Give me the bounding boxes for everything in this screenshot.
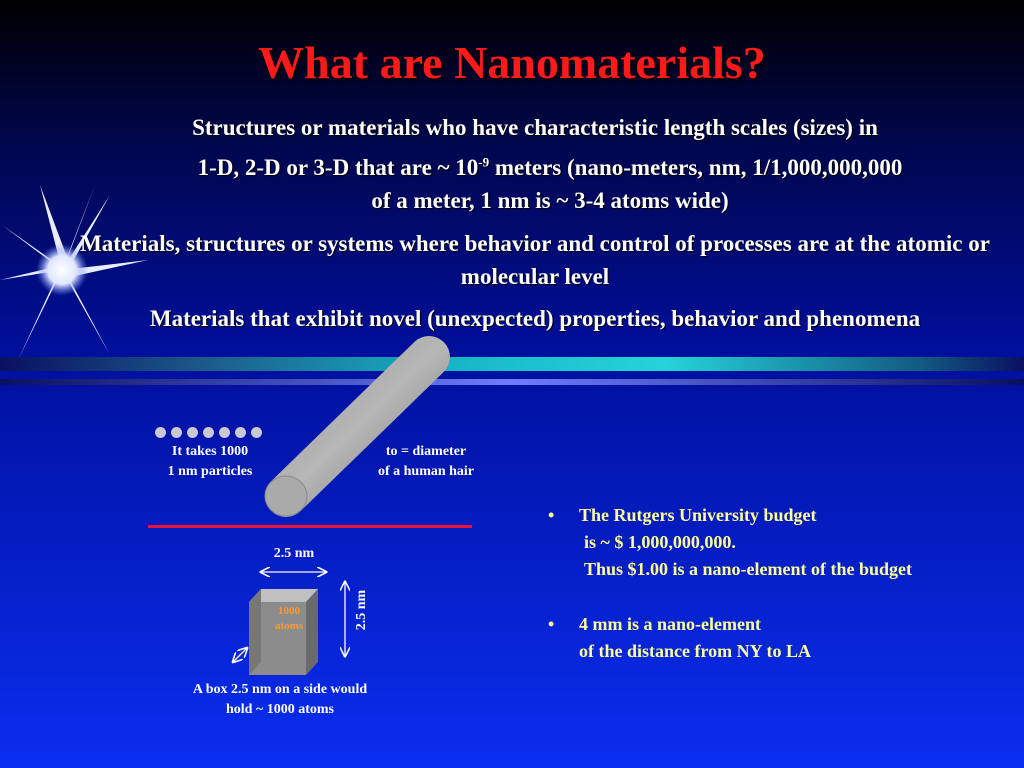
bullet-marker: • [548, 505, 555, 525]
bullet-budget-line-1: The Rutgers University budget [579, 505, 817, 525]
width-label: 2.5 nm [273, 546, 315, 561]
box-label [259, 604, 319, 634]
hair-label-line-2: of a human hair [377, 464, 475, 479]
box-caption-line-1: A box 2.5 nm on a side would [192, 682, 368, 697]
definition-line-3: of a meter, 1 nm is ~ 3-4 atoms wide) [371, 188, 729, 213]
definition-line-2-post: meters (nano-meters, nm, 1/1,000,000,000 [489, 155, 903, 180]
particle [187, 427, 198, 438]
definition-line-2-pre: 1-D, 2-D or 3-D that are ~ 10 [197, 155, 479, 180]
particles-label-line-2: 1 nm particles [167, 464, 253, 479]
definition-para-2: Materials, structures or systems where behavior and control of processes are at the atomic or molecular level [80, 231, 990, 289]
red-divider [148, 525, 472, 528]
definition-line-2 [100, 151, 1000, 217]
exponent: -9 [478, 154, 490, 170]
particle [171, 427, 182, 438]
particle [235, 427, 246, 438]
box-caption [150, 680, 410, 720]
bullet-distance-line-2: of the distance from NY to LA [579, 641, 811, 661]
box-label-line-2: atoms [274, 620, 304, 632]
bullet-budget-line-3: Thus $1.00 is a nano-element of the budget [584, 559, 913, 579]
page-title: What are Nanomaterials? [258, 37, 766, 88]
particles-label [140, 442, 280, 482]
decorative-band [0, 357, 1024, 371]
hair-label-line-1: to = diameter [385, 444, 467, 459]
particles-label-line-1: It takes 1000 [171, 444, 249, 459]
box-caption-line-2: hold ~ 1000 atoms [225, 702, 334, 717]
bullet-distance [548, 611, 1018, 665]
bullet-distance-line-1: 4 mm is a nano-element [579, 614, 761, 634]
hair-cylinder [255, 325, 465, 525]
box-label-line-1: 1000 [278, 605, 300, 617]
bullet-budget-line-2: is ~ $ 1,000,000,000. [584, 532, 736, 552]
particle [203, 427, 214, 438]
bullet-marker: • [548, 614, 555, 634]
height-label: 2.5 nm [354, 589, 369, 631]
hair-label [356, 442, 496, 482]
particle [155, 427, 166, 438]
decorative-band-thin [0, 379, 1024, 385]
particle [251, 427, 262, 438]
definition-para-3: Materials that exhibit novel (unexpected) properties, behavior and phenomena [149, 306, 921, 331]
definition-line-1: Structures or materials who have characteristic length scales (sizes) in [192, 115, 878, 140]
particle [219, 427, 230, 438]
bullet-budget [548, 502, 1018, 583]
